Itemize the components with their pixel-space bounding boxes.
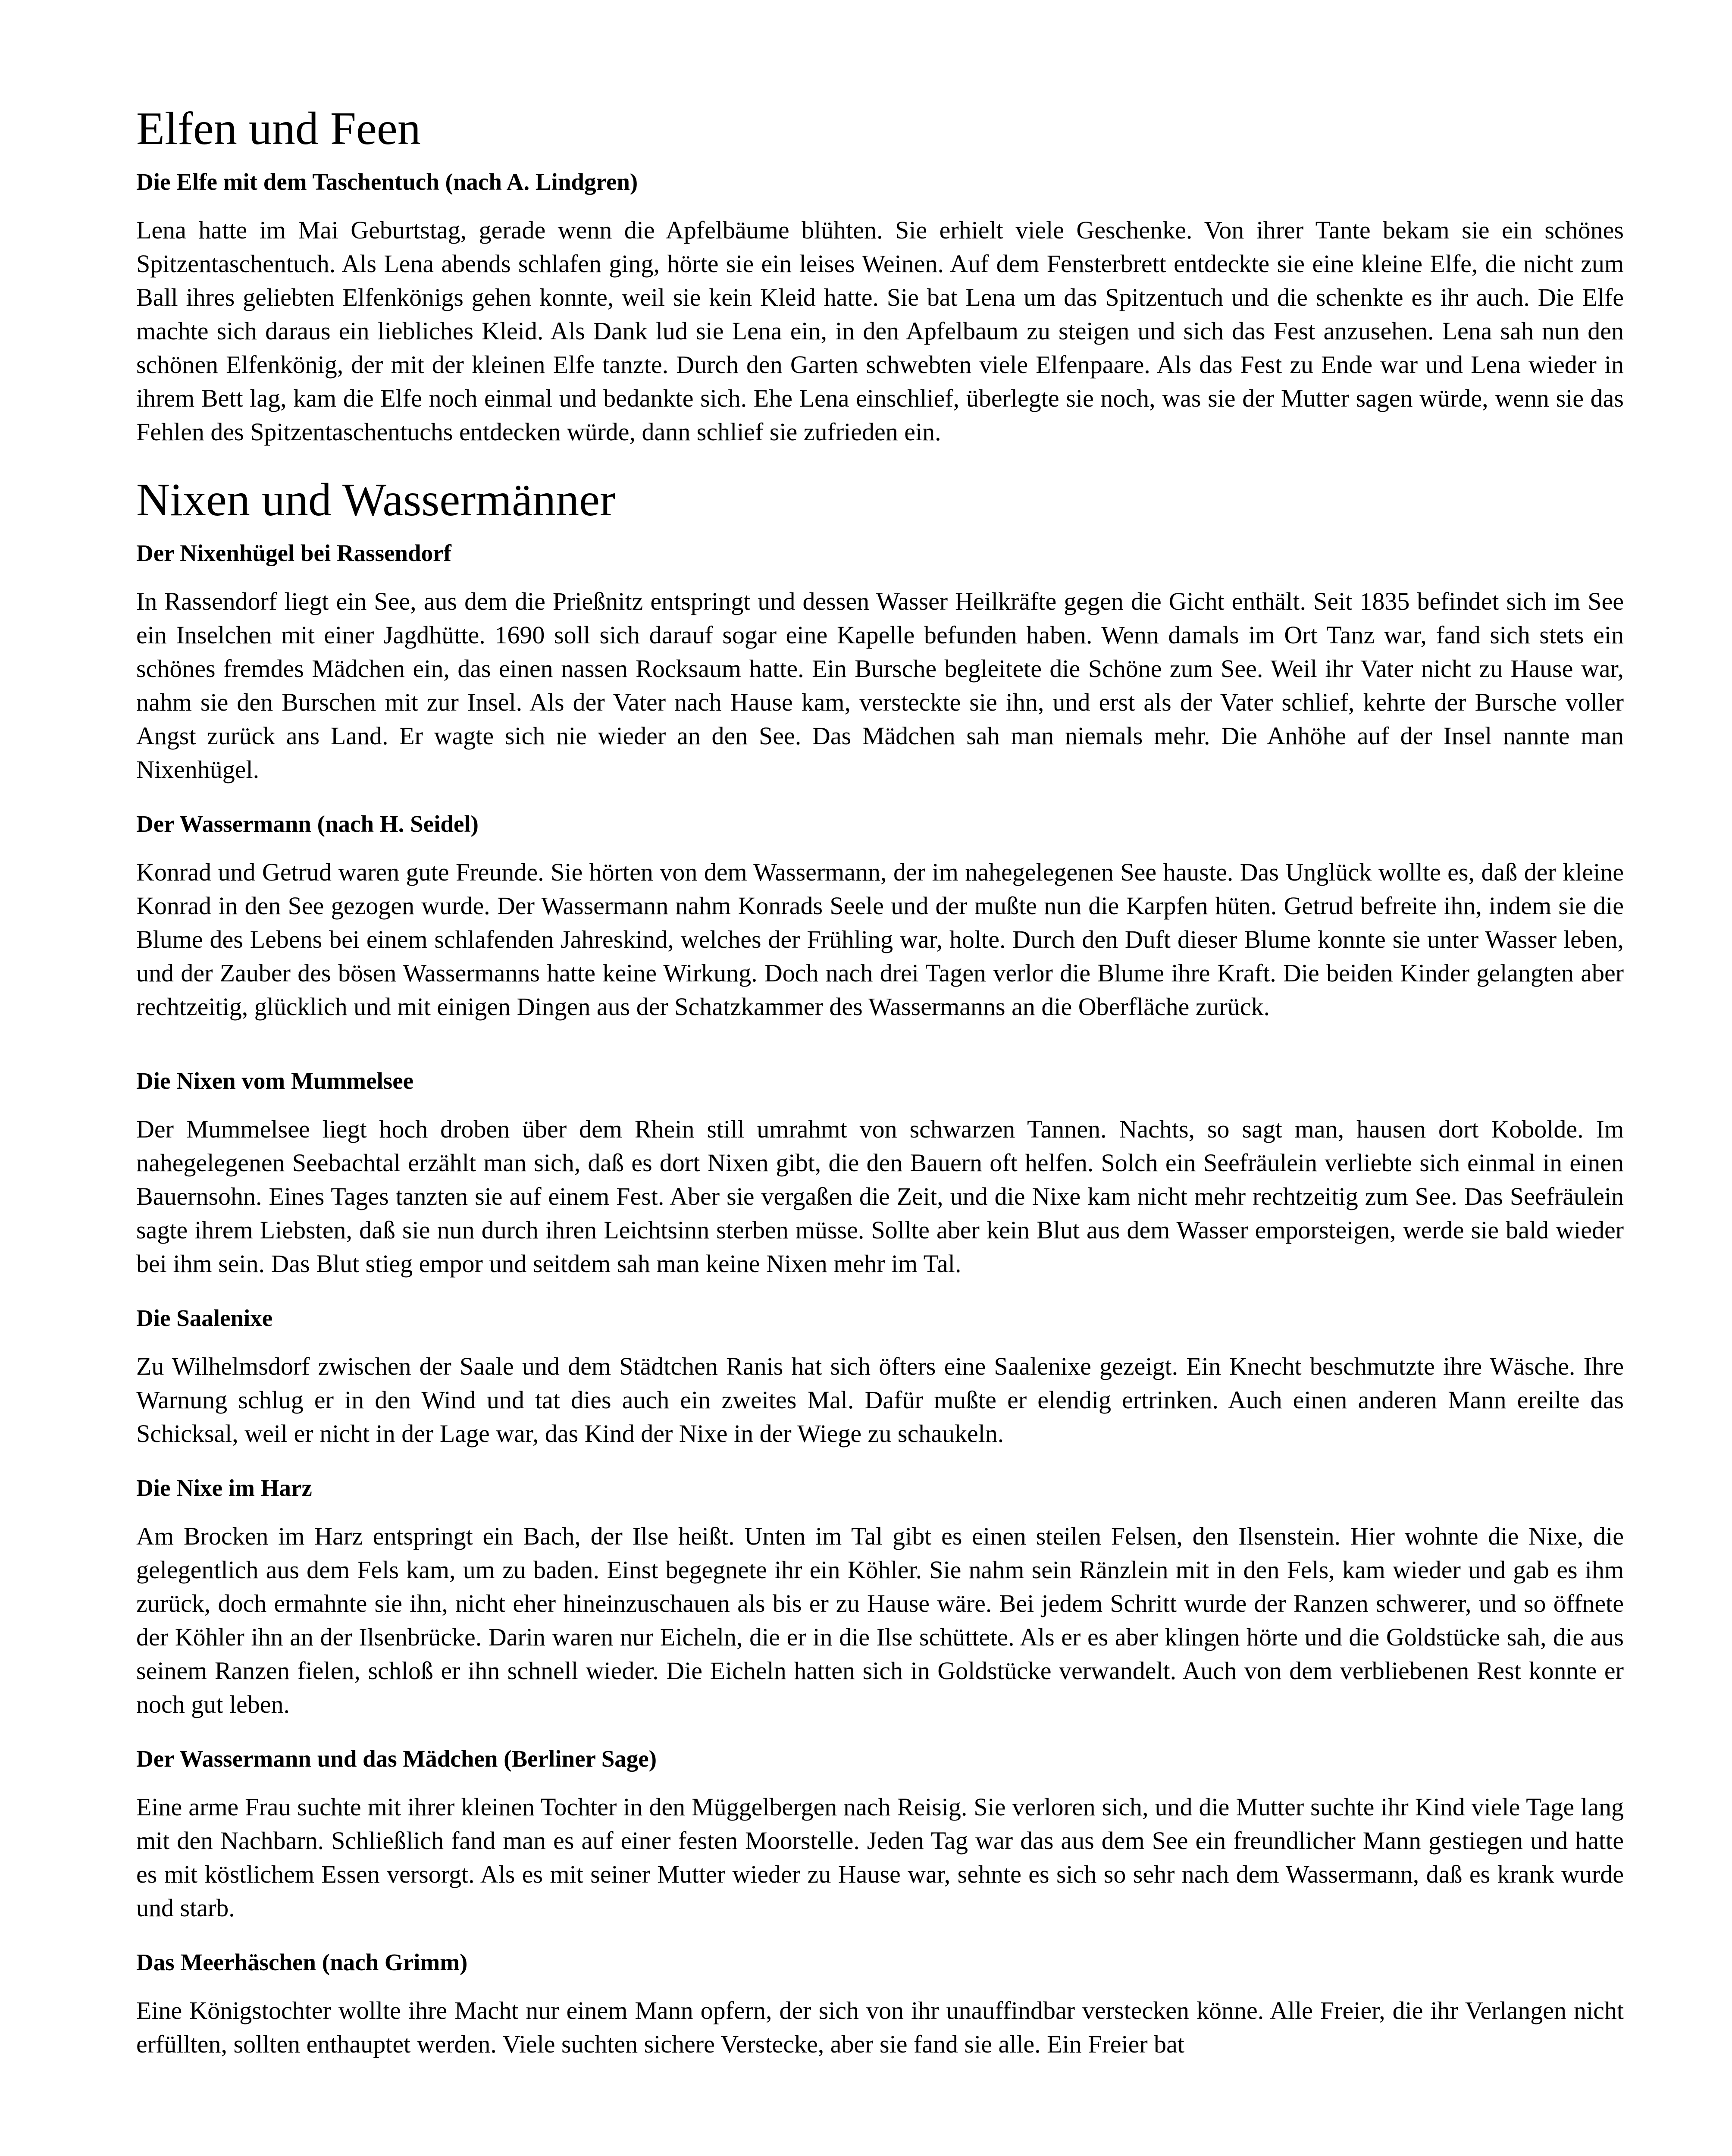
story-text-wassermann-maedchen: Eine arme Frau suchte mit ihrer kleinen Tochter in den Müggelbergen nach Reisig. Sie verloren sich, und die Mutter suchte ihr Kind viele Tage lang mit den Nachbarn. Schließlich fand man es auf einer festen Moorstelle. Jeden Tag war das aus dem See ein freundlicher Mann gestiegen und hatte es mit köstlichem Essen versorgt. Als es mit seiner Mutter wieder zu Hause war, sehnte es sich so sehr nach dem Wassermann, daß es krank wurde und starb. [136, 1792, 1624, 1922]
story-text-saalenixe: Zu Wilhelmsdorf zwischen der Saale und dem Städtchen Ranis hat sich öfters eine Saalenixe gezeigt. Ein Knecht beschmutzte ihre Wäsche. Ihre Warnung schlug er in den Wind und tat dies auch ein zweites Mal. Dafür mußte er elendig ertrinken. Auch einen anderen Mann ereilte das Schicksal, weil er nicht in der Lage war, das Kind der Nixe in der Wiege zu schaukeln. [136, 1352, 1624, 1448]
story-text-nixenhuegel: In Rassendorf liegt ein See, aus dem die Prießnitz entspringt und dessen Wasser Heilkräfte gegen die Gicht enthält. Seit 1835 befindet sich im See ein Inselchen mit einer Jagdhütte. 1690 soll sich darauf sogar eine Kapelle befunden haben. Wenn damals im Ort Tanz war, fand sich stets ein schönes fremdes Mädchen ein, das einen nassen Rocksaum hatte. Ein Bursche begleitete die Schöne zum See. Weil ihr Vater nicht zu Hause war, nahm sie den Burschen mit zur Insel. Als der Vater nach Hause kam, versteckte sie ihn, und erst als der Vater schlief, kehrte der Bursche voller Angst zurück ans Land. Er wagte sich nie wieder an den See. Das Mädchen sah man niemals mehr. Die Anhöhe auf der Insel nannte man Nixenhügel. [136, 587, 1624, 783]
story-title-nixe-harz: Die Nixe im Harz [136, 1474, 312, 1501]
story-title-wassermann-maedchen: Der Wassermann und das Mädchen (Berliner Sage) [136, 1745, 657, 1772]
story-title-meerhaeschen: Das Meerhäschen (nach Grimm) [136, 1949, 468, 1975]
story-text-mummelsee: Der Mummelsee liegt hoch droben über dem Rhein still umrahmt von schwarzen Tannen. Nachts, so sagt man, hausen dort Kobolde. Im nahegelegenen Seebachtal erzählt man sich, daß es dort Nixen gibt, die den Bauern oft helfen. Solch ein Seefräulein verliebte sich einmal in einen Bauernsohn. Eines Tages tanzten sie auf einem Fest. Aber sie vergaßen die Zeit, und die Nixe kam nicht mehr rechtzeitig zum See. Das Seefräulein sagte ihrem Liebsten, daß sie nun durch ihren Leichtsinn sterben müsse. Sollte aber kein Blut aus dem Wasser emporsteigen, werde sie bald wieder bei ihm sein. Das Blut stieg empor und seitdem sah man keine Nixen mehr im Tal. [136, 1115, 1624, 1278]
story-title-elfe-taschentuch: Die Elfe mit dem Taschentuch (nach A. Lindgren) [136, 168, 638, 195]
section-title-nixen: Nixen und Wassermänner [136, 474, 616, 526]
story-text-meerhaeschen: Eine Königstochter wollte ihre Macht nur einem Mann opfern, der sich von ihr unauffindbar verstecken könne. Alle Freier, die ihr Verlangen nicht erfüllten, sollten enthauptet werden. Viele suchten sichere Verstecke, aber sie fand sie alle. Ein Freier bat [136, 1996, 1624, 2058]
story-title-nixenhuegel: Der Nixenhügel bei Rassendorf [136, 539, 451, 566]
document-page [136, 103, 1624, 2061]
story-text-nixe-harz: Am Brocken im Harz entspringt ein Bach, der Ilse heißt. Unten im Tal gibt es einen steilen Felsen, den Ilsenstein. Hier wohnte die Nixe, die gelegentlich aus dem Fels kam, um zu baden. Einst begegnete ihr ein Köhler. Sie nahm sein Ränzlein mit in den Fels, kam wieder und gab es ihm zurück, doch ermahnte sie ihn, nicht eher hineinzuschauen als bis er zu Hause wäre. Bei jedem Schritt wurde der Ranzen schwerer, und so öffnete der Köhler ihn an der Ilsenbrücke. Darin waren nur Eicheln, die er in die Ilse schüttete. Als er es aber klingen hörte und die Goldstücke sah, die aus seinem Ranzen fielen, schloß er ihn schnell wieder. Die Eicheln hatten sich in Goldstücke verwandelt. Auch von dem verbliebenen Rest konnte er noch gut leben. [136, 1522, 1624, 1718]
story-text-elfe-taschentuch: Lena hatte im Mai Geburtstag, gerade wenn die Apfelbäume blühten. Sie erhielt viele Geschenke. Von ihrer Tante bekam sie ein schönes Spitzentaschentuch. Als Lena abends schlafen ging, hörte sie ein leises Weinen. Auf dem Fensterbrett entdeckte sie eine kleine Elfe, die nicht zum Ball ihres geliebten Elfenkönigs gehen konnte, weil sie kein Kleid hatte. Sie bat Lena um das Spitzentuch und die schenkte es ihr auch. Die Elfe machte sich daraus ein liebliches Kleid. Als Dank lud sie Lena ein, in den Apfelbaum zu steigen und sich das Fest anzusehen. Lena sah nun den schönen Elfenkönig, der mit der kleinen Elfe tanzte. Durch den Garten schwebten viele Elfenpaare. Als das Fest zu Ende war und Lena wieder in ihrem Bett lag, kam die Elfe noch einmal und bedankte sich. Ehe Lena einschlief, überlegte sie noch, was sie der Mutter sagen würde, wenn sie das Fehlen des Spitzentaschentuchs entdecken würde, dann schlief sie zufrieden ein. [136, 216, 1624, 446]
section-title-elfen: Elfen und Feen [136, 103, 421, 154]
story-title-saalenixe: Die Saalenixe [136, 1304, 273, 1331]
story-title-wassermann: Der Wassermann (nach H. Seidel) [136, 810, 479, 837]
story-text-wassermann: Konrad und Getrud waren gute Freunde. Sie hörten von dem Wassermann, der im nahegelegenen See hauste. Das Unglück wollte es, daß der kleine Konrad in den See gezogen wurde. Der Wassermann nahm Konrads Seele und der mußte nun die Karpfen hüten. Getrud befreite ihn, indem sie die Blume des Lebens bei einem schlafenden Jahreskind, welches der Frühling war, holte. Durch den Duft dieser Blume konnte sie unter Wasser leben, und der Zauber des bösen Wassermanns hatte keine Wirkung. Doch nach drei Tagen verlor die Blume ihre Kraft. Die beiden Kinder gelangten aber rechtzeitig, glücklich und mit einigen Dingen aus der Schatzkammer des Wassermanns an die Oberfläche zurück. [136, 858, 1624, 1021]
story-title-mummelsee: Die Nixen vom Mummelsee [136, 1067, 414, 1094]
